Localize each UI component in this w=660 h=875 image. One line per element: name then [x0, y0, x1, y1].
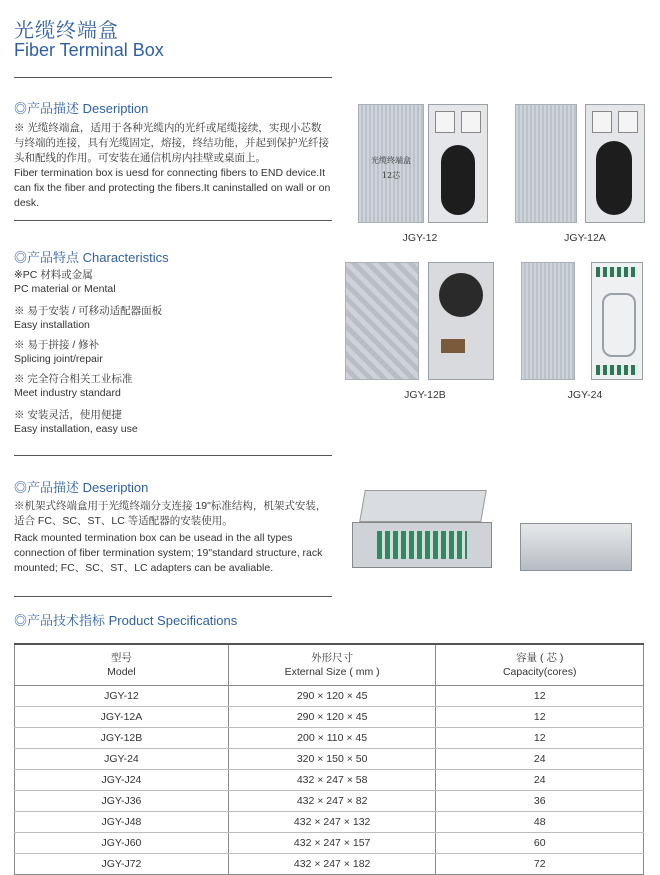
jgy-24-box-image	[521, 262, 575, 380]
page-title-en: Fiber Terminal Box	[14, 40, 164, 60]
cell-model: JGY-J36	[15, 791, 229, 812]
column-en: Capacity(cores)	[502, 666, 577, 678]
rack-description-cn: ※机架式终端盒用于光缆终端分支连接 19"标准结构，机架式安装，适合 FC、SC、ST、LC 等适配器的安装使用。	[14, 500, 327, 527]
cell-model: JGY-12B	[15, 728, 229, 749]
heading-en: Deseription	[82, 480, 149, 495]
adapter-panel-icon	[377, 531, 467, 559]
feature-list	[14, 268, 332, 442]
table-row	[15, 833, 644, 854]
section-description-heading	[14, 98, 148, 117]
splice-tray-icon	[441, 145, 475, 215]
column-header-model	[15, 644, 229, 686]
heading-en: Deseription	[82, 101, 149, 116]
cell-capacity: 24	[436, 770, 644, 791]
jgy-12a-open-image	[585, 104, 645, 223]
jgy-12b-open-image	[428, 262, 494, 380]
feature-cn: ※PC 材料或金属	[14, 269, 93, 281]
divider-1	[14, 220, 332, 221]
heading-en: Characteristics	[82, 250, 169, 265]
splice-tray-icon	[596, 141, 632, 215]
cell-model: JGY-J24	[15, 770, 229, 791]
column-cn: 容量 ( 芯 )	[516, 652, 564, 664]
table-row	[15, 728, 644, 749]
cell-size: 320 × 150 × 50	[228, 749, 436, 770]
box-label-line1: 光缆终端盒	[371, 156, 411, 165]
adapter-icon	[435, 111, 455, 133]
heading-cn: ◎产品特点	[14, 250, 80, 265]
cell-model: JGY-12	[15, 686, 229, 707]
cell-size: 432 × 247 × 182	[228, 854, 436, 875]
cell-model: JGY-12A	[15, 707, 229, 728]
connector-icon	[441, 339, 465, 353]
table-row	[15, 791, 644, 812]
adapter-icon	[461, 111, 481, 133]
adapter-strip-icon	[596, 365, 638, 375]
section-rack-description-heading	[14, 477, 148, 496]
description-en: Fiber termination box is uesd for connecting fibers to END device.It can fix the fiber and protecting the fibers.It caninstalled on wall or on desk.	[14, 167, 331, 209]
cell-size: 432 × 247 × 82	[228, 791, 436, 812]
caption-jgy-12b: JGY-12B	[404, 389, 446, 401]
box-label-line2: 12芯	[381, 171, 401, 180]
column-header-size	[228, 644, 436, 686]
cell-capacity: 12	[436, 728, 644, 749]
column-en: External Size ( mm )	[284, 666, 380, 678]
specifications-heading	[14, 610, 237, 629]
cell-capacity: 12	[436, 686, 644, 707]
rack-lid	[359, 490, 487, 522]
caption-jgy-12: JGY-12	[402, 232, 438, 244]
rack-mount-open-image	[352, 490, 490, 570]
adapter-icon	[592, 111, 612, 133]
cell-capacity: 24	[436, 749, 644, 770]
cell-size: 290 × 120 × 45	[228, 686, 436, 707]
table-row	[15, 707, 644, 728]
cell-capacity: 60	[436, 833, 644, 854]
feature-cn: ※ 完全符合相关工业标准	[14, 373, 133, 385]
rack-description-en: Rack mounted termination box can be usead in the all types connection of fiber termination system; 19"standard structure, rack mounted; FC、SC、ST、LC adapters can be avaliable.	[14, 532, 323, 574]
column-cn: 外形尺寸	[311, 652, 354, 664]
specifications-table	[14, 643, 644, 875]
cell-size: 432 × 247 × 132	[228, 812, 436, 833]
feature-item	[14, 304, 332, 338]
caption-jgy-12a: JGY-12A	[564, 232, 606, 244]
heading-cn: ◎产品描述	[14, 480, 80, 495]
feature-en: Easy installation	[14, 319, 90, 331]
divider-2	[14, 455, 332, 456]
jgy-12b-box-image	[345, 262, 419, 380]
cell-size: 432 × 247 × 157	[228, 833, 436, 854]
feature-item	[14, 268, 332, 304]
table-row	[15, 812, 644, 833]
feature-item	[14, 408, 332, 442]
column-cn: 型号	[110, 652, 132, 664]
jgy-24-open-image	[591, 262, 643, 380]
table-header-row	[15, 644, 644, 686]
cell-size: 200 × 110 × 45	[228, 728, 436, 749]
cell-model: JGY-J48	[15, 812, 229, 833]
heading-cn: ◎产品描述	[14, 101, 80, 116]
header-divider	[14, 77, 332, 78]
caption-jgy-24: JGY-24	[567, 389, 603, 401]
jgy-12-open-image	[428, 104, 488, 223]
cell-model: JGY-J72	[15, 854, 229, 875]
table-row	[15, 770, 644, 791]
cell-capacity: 72	[436, 854, 644, 875]
page-title-cn: 光缆终端盒	[14, 18, 119, 42]
adapter-icon	[618, 111, 638, 133]
cell-capacity: 48	[436, 812, 644, 833]
feature-cn: ※ 安装灵活，使用便捷	[14, 409, 122, 421]
column-en: Model	[107, 666, 136, 678]
feature-cn: ※ 易于安装 / 可移动适配器面板	[14, 305, 163, 317]
divider-3	[14, 596, 332, 597]
heading-cn: ◎产品技术指标	[14, 613, 106, 628]
rack-body	[352, 522, 492, 568]
table-row	[15, 854, 644, 875]
cell-capacity: 12	[436, 707, 644, 728]
table-row	[15, 749, 644, 770]
jgy-12a-box-image	[515, 104, 577, 223]
splice-tray-icon	[439, 273, 483, 317]
feature-en: Easy installation, easy use	[14, 423, 138, 435]
rack-mount-closed-image	[520, 523, 632, 571]
feature-item	[14, 338, 332, 372]
description-cn: ※ 光缆终端盒，适用于各种光缆内的光纤或尾缆接续，实现小芯数与终端的连接，具有光缆固定，熔接，终结功能，并起到保护光纤接头和配线的作用。可安装在通信机房内挂壁或桌面上。	[14, 122, 329, 164]
section-characteristics-heading	[14, 247, 169, 266]
cell-size: 290 × 120 × 45	[228, 707, 436, 728]
feature-en: PC material or Mental	[14, 283, 116, 295]
cell-capacity: 36	[436, 791, 644, 812]
feature-cn: ※ 易于拼接 / 修补	[14, 339, 100, 351]
cell-model: JGY-J60	[15, 833, 229, 854]
heading-en: Product Specifications	[108, 613, 238, 628]
jgy-12-box-image	[358, 104, 424, 223]
table-row	[15, 686, 644, 707]
feature-item	[14, 372, 332, 408]
feature-en: Splicing joint/repair	[14, 353, 103, 365]
cell-size: 432 × 247 × 58	[228, 770, 436, 791]
fiber-tray-icon	[602, 293, 636, 357]
feature-en: Meet industry standard	[14, 387, 121, 399]
cell-model: JGY-24	[15, 749, 229, 770]
adapter-strip-icon	[596, 267, 638, 277]
column-header-capacity	[436, 644, 644, 686]
